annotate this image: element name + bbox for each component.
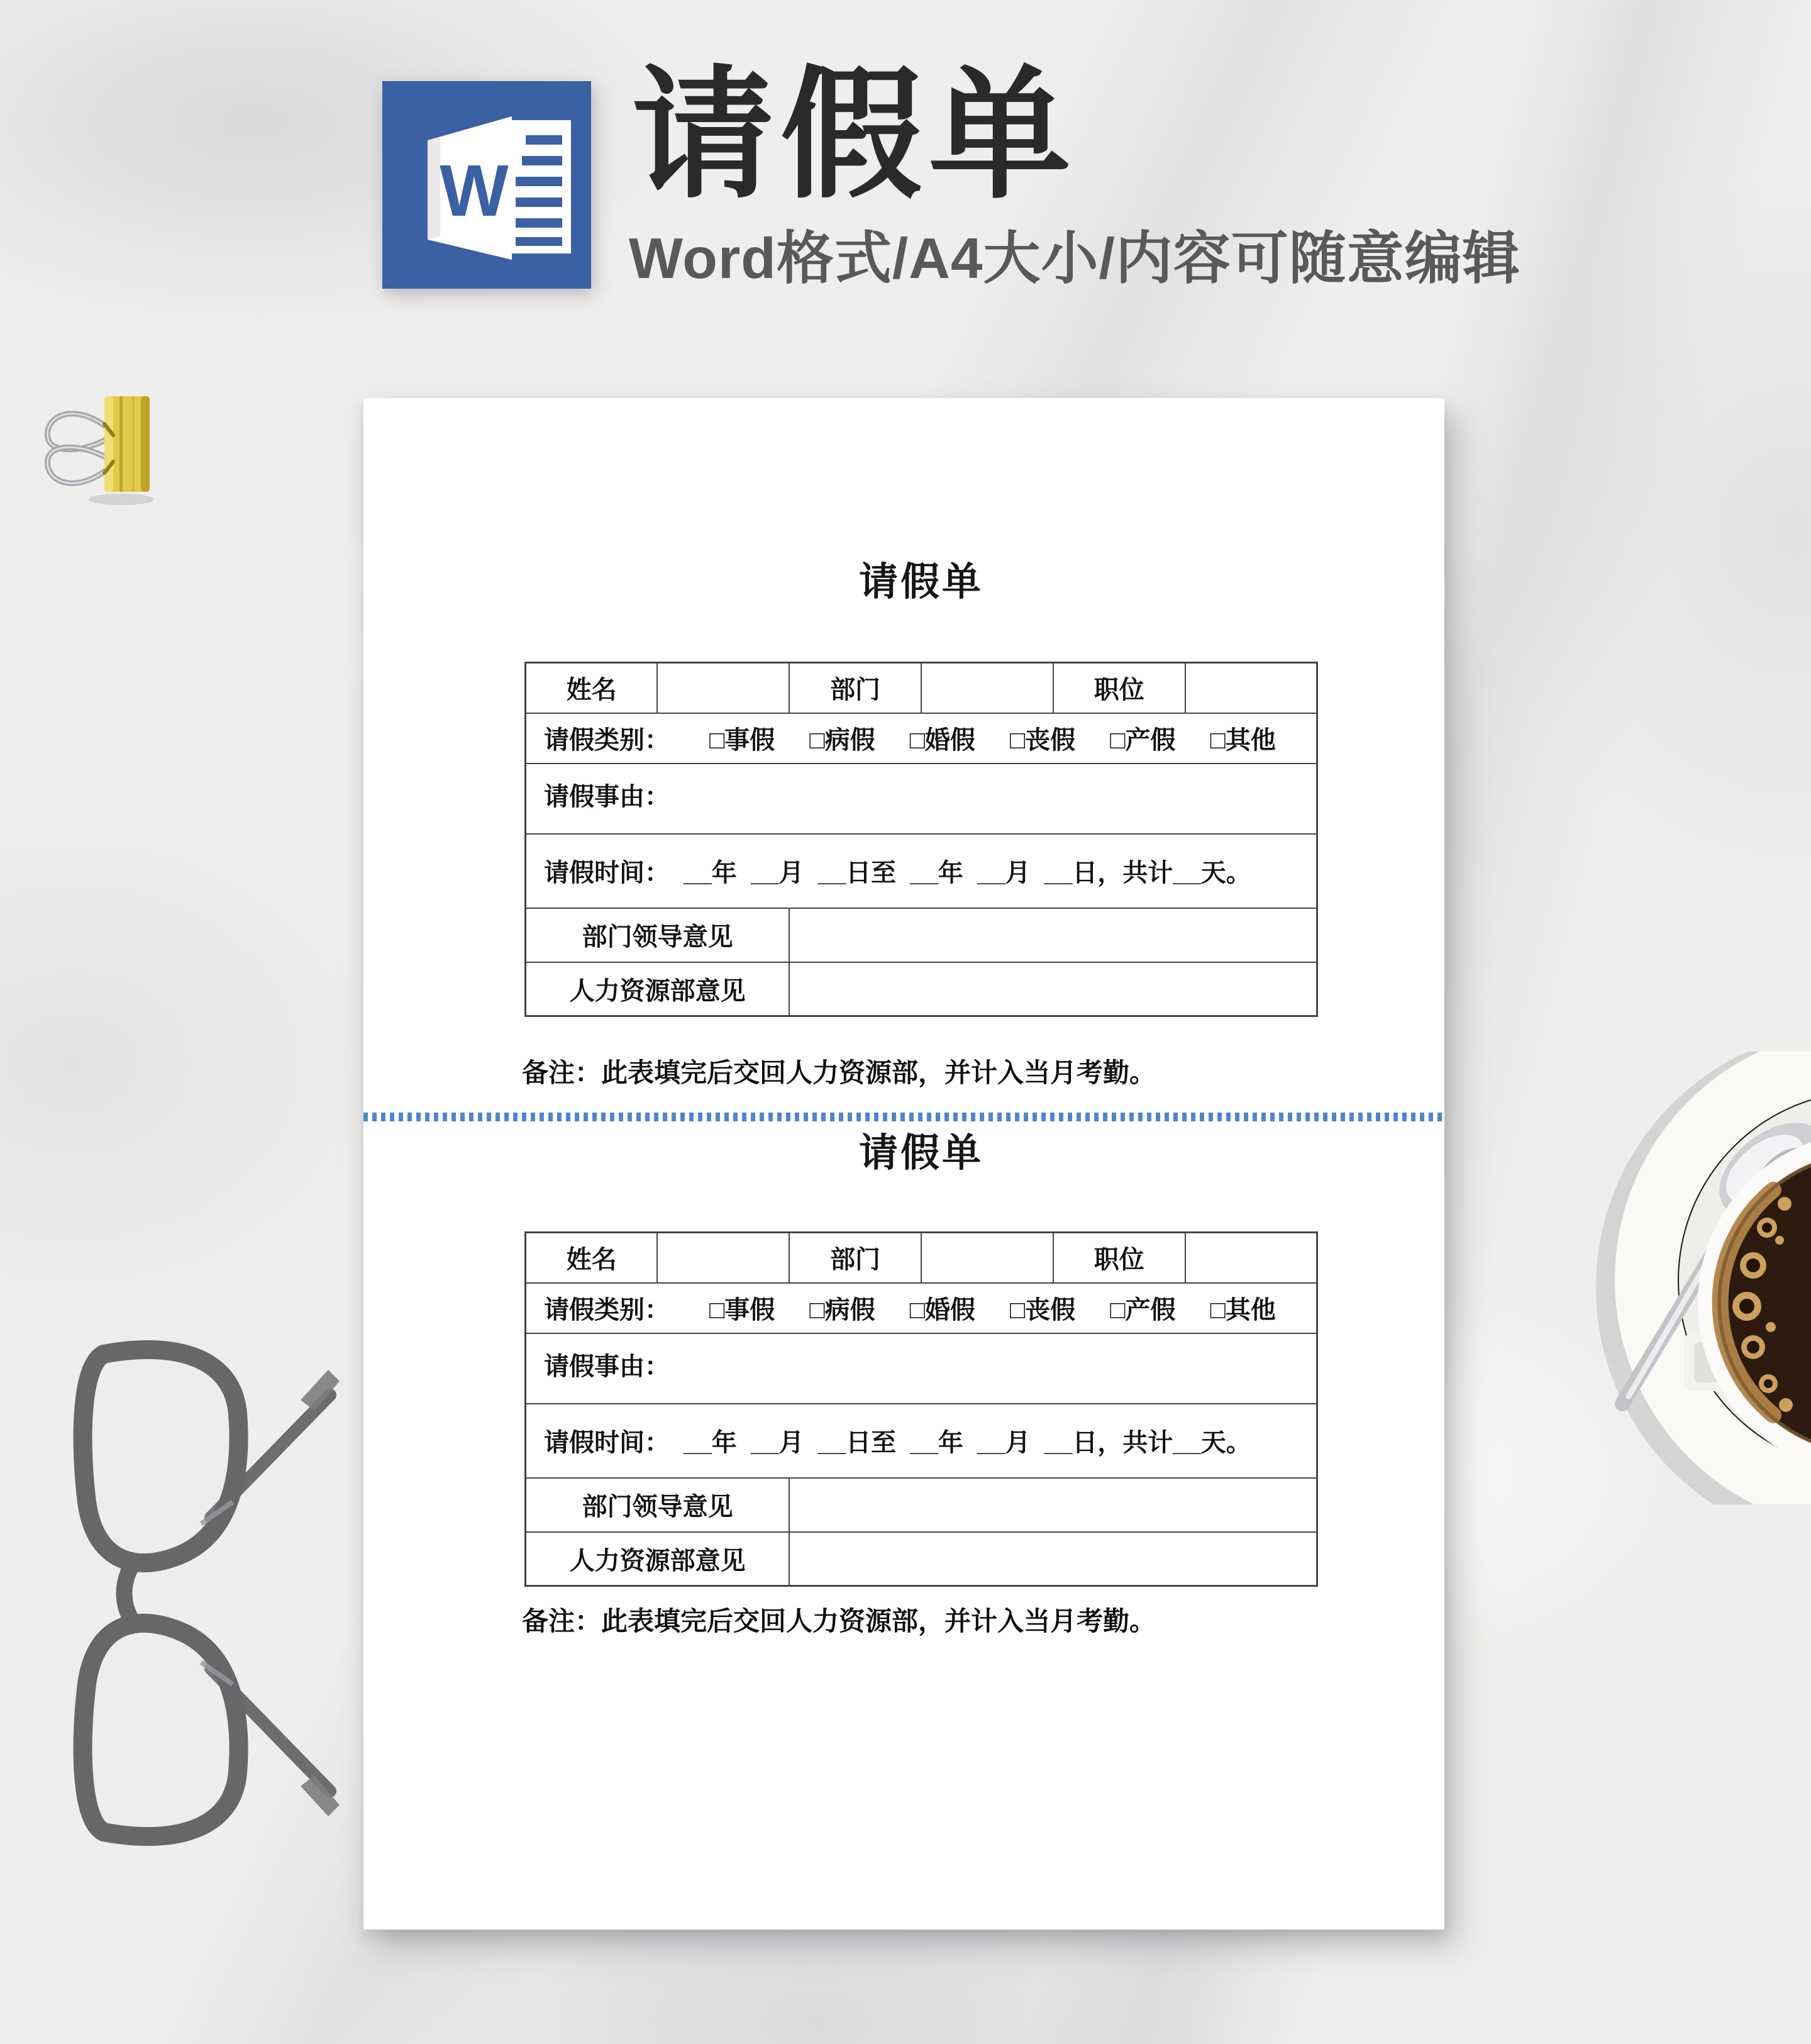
section-divider xyxy=(363,1113,1444,1121)
leave-time-row xyxy=(526,834,1317,908)
form-title: 请假单 xyxy=(858,560,983,604)
leader-opinion-label-cell: 部门领导意见 xyxy=(526,1478,790,1532)
leave-type-option-maternity: □产假 xyxy=(1110,1296,1176,1324)
coffee-cup-image xyxy=(1585,1052,1811,1504)
name-value-cell xyxy=(657,663,789,713)
table-row xyxy=(526,1478,1317,1532)
word-logo-icon xyxy=(382,81,591,289)
leave-time-row xyxy=(526,1404,1317,1478)
table-row xyxy=(526,1283,1317,1333)
leave-form-table xyxy=(524,1231,1318,1587)
leave-type-option-sick: □病假 xyxy=(809,1296,875,1324)
name-value-cell xyxy=(657,1233,789,1283)
table-row xyxy=(526,764,1317,834)
header-subtitle: Word格式/A4大小/内容可随意编辑 xyxy=(629,227,1520,291)
leave-type-option-other: □其他 xyxy=(1210,1296,1276,1324)
leave-time-text: 请假时间： __年 __月 __日至 __年 __月 __日，共计__天。 xyxy=(544,859,1251,887)
table-row xyxy=(526,1532,1317,1586)
leave-reason-row: 请假事由： xyxy=(526,1333,1317,1404)
leave-type-option-personal: □事假 xyxy=(709,726,775,754)
eyeglasses-image xyxy=(44,1307,358,1879)
hr-opinion-label-cell: 人力资源部意见 xyxy=(526,962,790,1016)
dept-label-cell: 部门 xyxy=(789,1233,921,1283)
hr-opinion-value-cell xyxy=(789,962,1317,1016)
leader-opinion-value-cell xyxy=(789,1478,1317,1532)
leave-reason-row: 请假事由： xyxy=(526,764,1317,834)
hr-opinion-value-cell xyxy=(789,1532,1317,1586)
leave-form-table xyxy=(524,662,1318,1017)
position-value-cell xyxy=(1185,1233,1317,1283)
leave-type-option-marriage: □婚假 xyxy=(909,726,975,754)
name-label-cell: 姓名 xyxy=(526,1233,658,1283)
position-label-cell: 职位 xyxy=(1053,1233,1185,1283)
note-text: 备注：此表填完后交回人力资源部，并计入当月考勤。 xyxy=(522,1058,1156,1087)
form-title: 请假单 xyxy=(858,1131,983,1175)
table-row xyxy=(526,834,1317,908)
table-row xyxy=(526,1333,1317,1404)
position-label-cell: 职位 xyxy=(1053,663,1185,713)
table-row xyxy=(526,663,1317,713)
hr-opinion-label-cell: 人力资源部意见 xyxy=(526,1532,790,1586)
leave-type-option-sick: □病假 xyxy=(809,726,875,754)
leader-opinion-value-cell xyxy=(789,908,1317,962)
document-page xyxy=(363,398,1444,1930)
leave-type-label: 请假类别： xyxy=(544,726,670,754)
leave-type-option-maternity: □产假 xyxy=(1110,726,1176,754)
dept-label-cell: 部门 xyxy=(789,663,921,713)
table-row xyxy=(526,962,1317,1016)
leave-type-option-bereavement: □丧假 xyxy=(1010,1296,1076,1324)
name-label-cell: 姓名 xyxy=(526,663,658,713)
position-value-cell xyxy=(1185,663,1317,713)
dept-value-cell xyxy=(921,1233,1053,1283)
table-row xyxy=(526,1233,1317,1283)
svg-text:W: W xyxy=(440,150,509,231)
page-title: 请假单 xyxy=(632,55,1078,214)
binder-clip-icon xyxy=(36,391,162,508)
table-row xyxy=(526,713,1317,764)
note-text: 备注：此表填完后交回人力资源部，并计入当月考勤。 xyxy=(522,1606,1156,1636)
table-row xyxy=(526,1404,1317,1478)
dept-value-cell xyxy=(921,663,1053,713)
leave-type-row xyxy=(526,713,1317,764)
leave-type-option-personal: □事假 xyxy=(709,1296,775,1324)
leave-type-option-bereavement: □丧假 xyxy=(1010,726,1076,754)
leave-type-option-other: □其他 xyxy=(1210,726,1276,754)
table-row xyxy=(526,908,1317,962)
leave-type-option-marriage: □婚假 xyxy=(909,1296,975,1324)
leave-type-label: 请假类别： xyxy=(544,1296,670,1324)
leave-time-text: 请假时间： __年 __月 __日至 __年 __月 __日，共计__天。 xyxy=(544,1429,1251,1457)
leader-opinion-label-cell: 部门领导意见 xyxy=(526,908,790,962)
leave-type-row xyxy=(526,1283,1317,1333)
